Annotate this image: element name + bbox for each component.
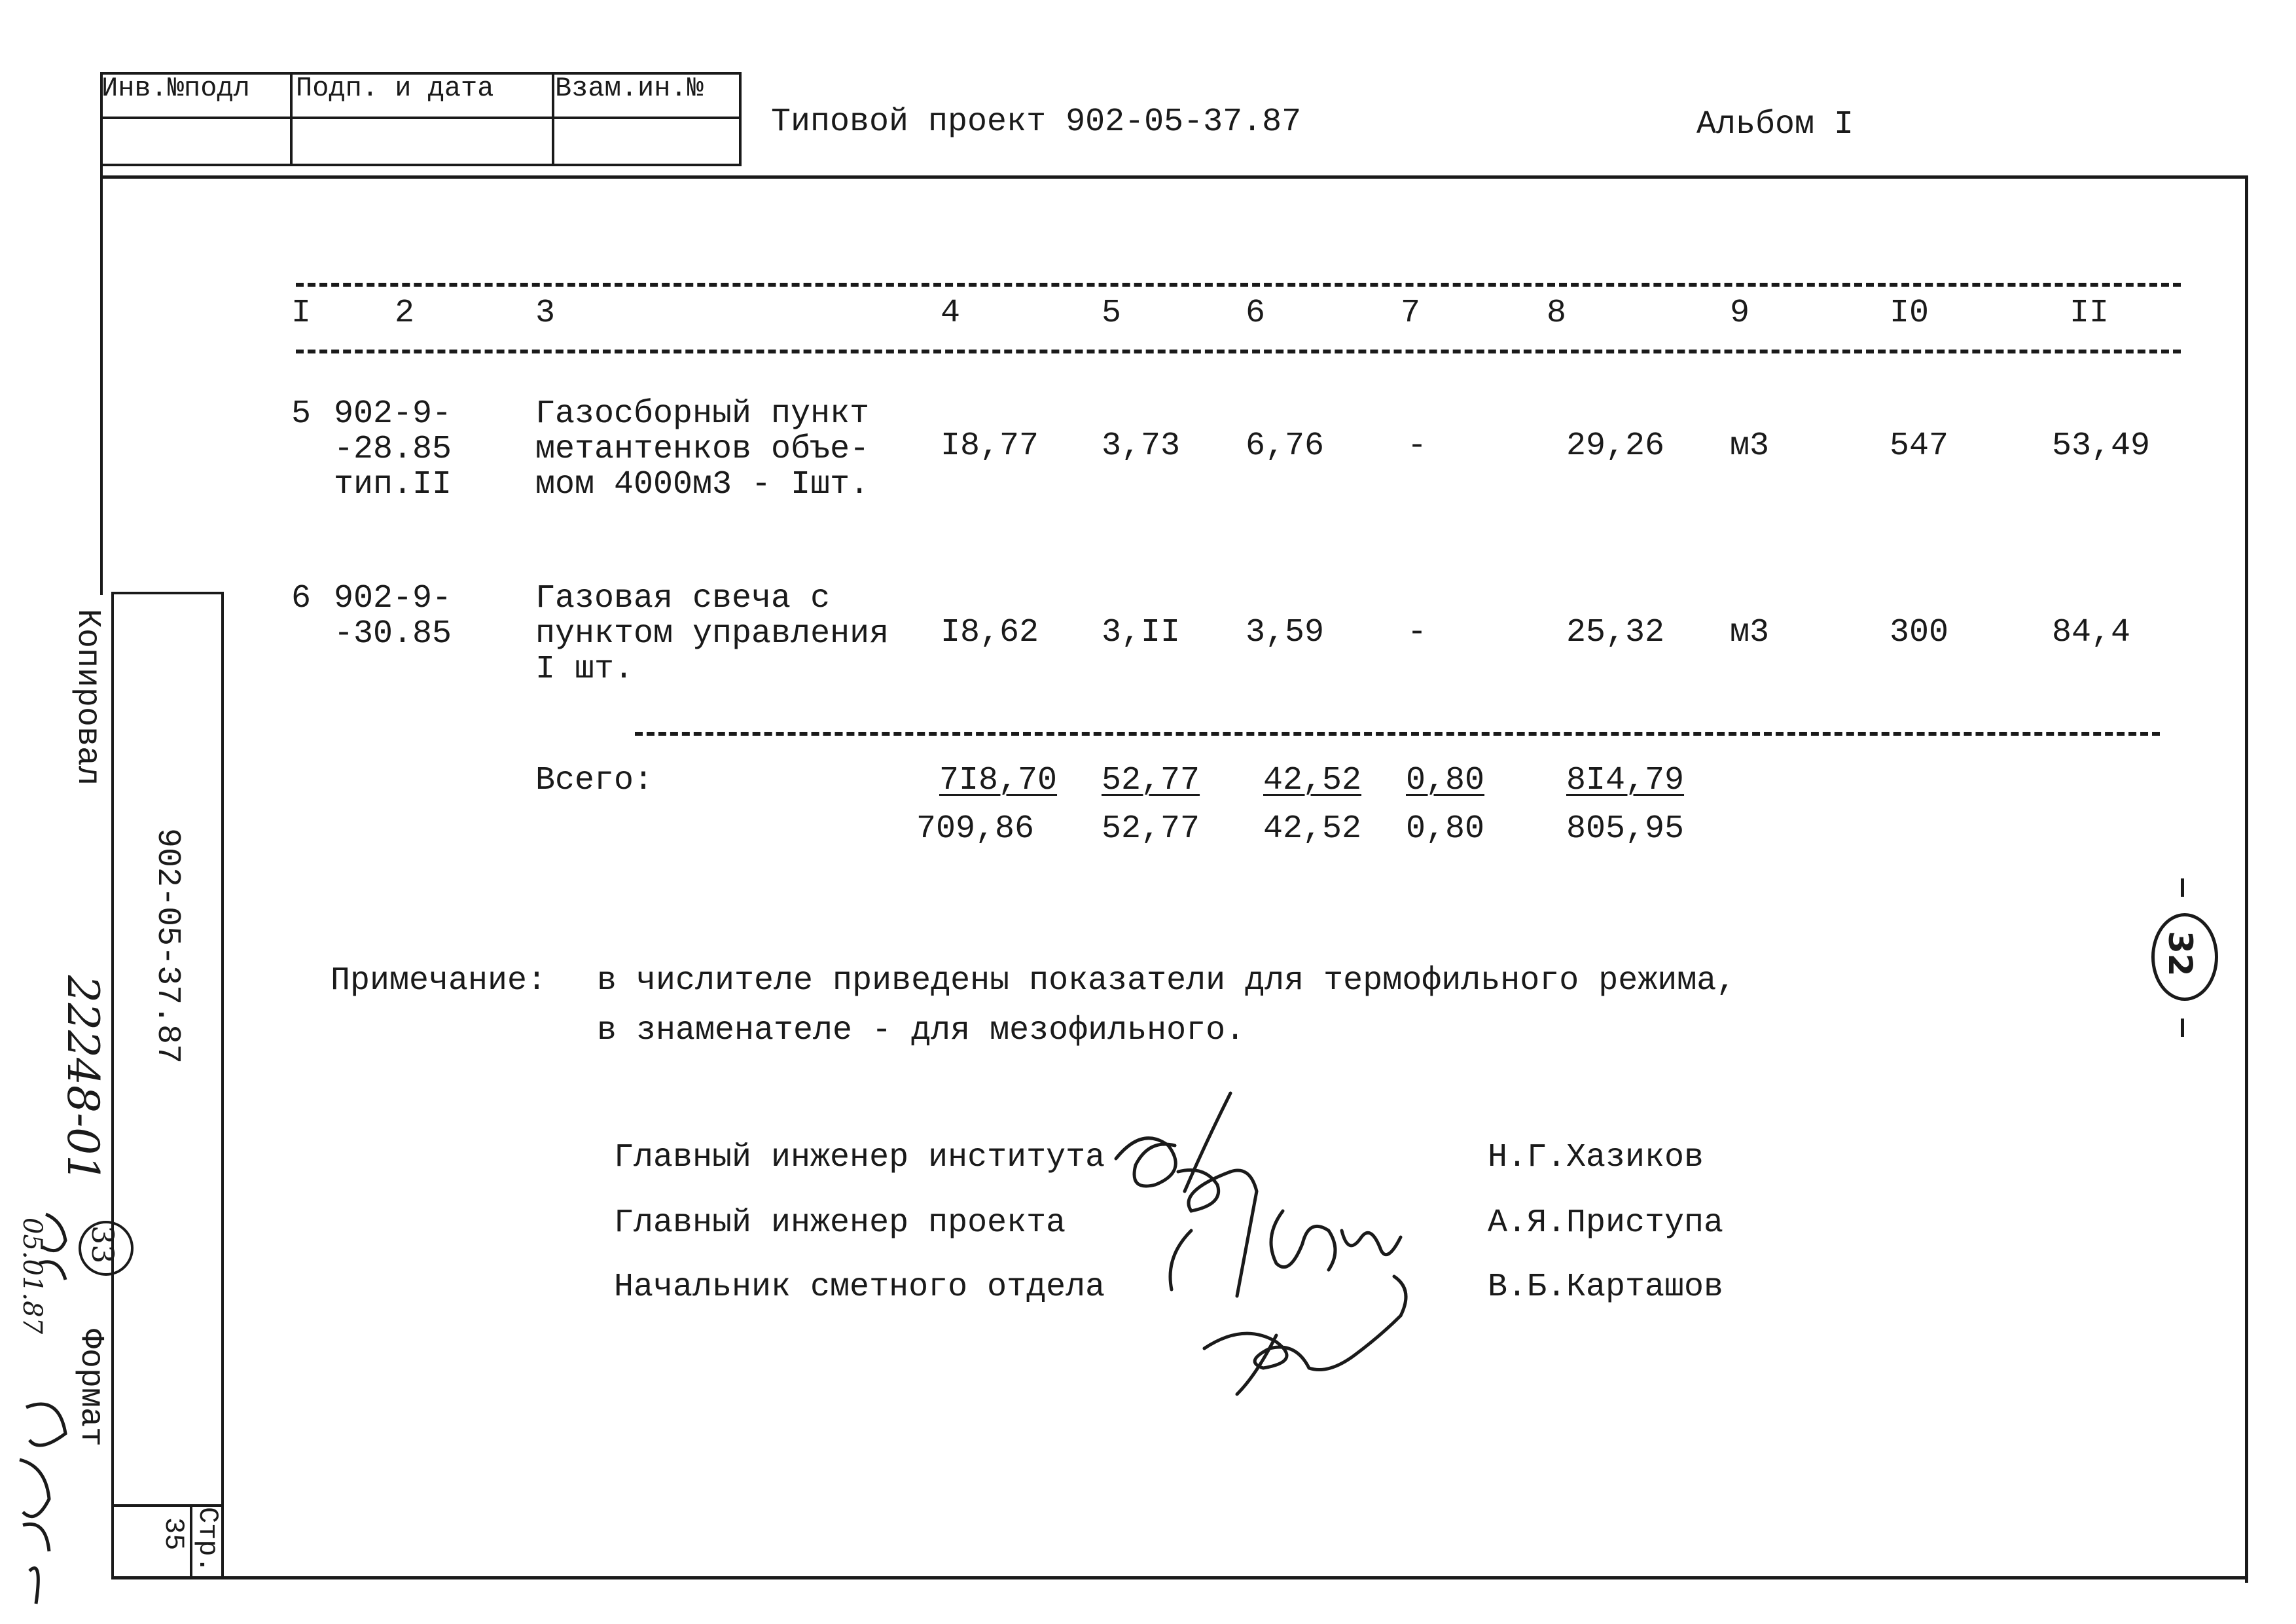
note-line-2: в знаменателе - для мезофильного. [597, 1012, 1246, 1049]
row-code-line: -30.85 [334, 615, 452, 653]
col-header-4: 4 [941, 295, 961, 332]
total-numerator-c5: 52,77 [1102, 762, 1200, 799]
row-value-c9: м3 [1730, 614, 1770, 651]
row-value-c5: 3,73 [1102, 427, 1181, 465]
row-name-line: Газосборный пункт [535, 395, 870, 433]
total-denominator-c6: 42,52 [1263, 810, 1362, 848]
handwritten-date: 05.01.87 [17, 1218, 47, 1335]
row-name-line: мом 4000м3 - Iшт. [535, 466, 870, 503]
row-value-c11: 84,4 [2052, 614, 2131, 651]
side-page-label: Стр. [192, 1507, 223, 1573]
total-denominator-c4: 709,86 [916, 810, 1035, 848]
total-denominator-c5: 52,77 [1102, 810, 1200, 848]
row-code-line: 902-9- [334, 395, 452, 433]
side-sheet-number: 33 [85, 1225, 120, 1264]
total-numerator-c7: 0,80 [1406, 762, 1485, 799]
total-numerator-c8: 8I4,79 [1566, 762, 1685, 799]
row-value-c8: 29,26 [1566, 427, 1665, 465]
row-code-line: тип.II [334, 466, 452, 503]
row-value-c11: 53,49 [2052, 427, 2151, 465]
row-code-line: 902-9- [334, 580, 452, 617]
row-value-c9: м3 [1730, 427, 1770, 465]
row-value-c7: - [1407, 614, 1427, 651]
row-value-c10: 547 [1890, 427, 1949, 465]
col-header-3: 3 [535, 295, 556, 332]
row-number: 6 [291, 580, 312, 617]
col-header-9: 9 [1730, 295, 1750, 332]
col-header-8: 8 [1547, 295, 1567, 332]
side-format-label: Формат [72, 1329, 109, 1447]
total-numerator-c6: 42,52 [1263, 762, 1362, 799]
row-value-c4: I8,62 [941, 614, 1039, 651]
note-line-1: в числителе приведены показатели для термофильного режима, [597, 962, 1736, 1000]
row-value-c6: 6,76 [1246, 427, 1325, 465]
stamp-col-replace: Взам.ин.№ [555, 73, 704, 104]
row-value-c6: 3,59 [1246, 614, 1325, 651]
row-code-line: -28.85 [334, 431, 452, 468]
row-name-line: пунктом управления [535, 615, 889, 653]
stamp-col-sign-date: Подп. и дата [296, 73, 494, 104]
row-value-c4: I8,77 [941, 427, 1039, 465]
col-header-10: I0 [1890, 295, 1929, 332]
note-label: Примечание: [331, 962, 547, 1000]
col-header-6: 6 [1246, 295, 1266, 332]
row-value-c10: 300 [1890, 614, 1949, 651]
signature-name: А.Я.Приступа [1488, 1204, 1724, 1242]
col-header-1: I [291, 295, 312, 332]
total-numerator-c4: 7I8,70 [939, 762, 1058, 799]
total-denominator-c7: 0,80 [1406, 810, 1485, 848]
page-marker-number: 32 [2161, 931, 2199, 977]
project-title: Типовой проект 902-05-37.87 [771, 103, 1302, 141]
row-number: 5 [291, 395, 312, 433]
side-inventory-number: 22248-01 [58, 975, 108, 1183]
signature-role: Главный инженер проекта [614, 1204, 1066, 1242]
col-header-11: II [2070, 295, 2109, 332]
row-name-line: метантенков объе- [535, 431, 870, 468]
col-header-5: 5 [1102, 295, 1122, 332]
side-copied: Копировал [69, 609, 106, 786]
col-header-7: 7 [1401, 295, 1421, 332]
side-page-value: 35 [158, 1517, 189, 1551]
row-value-c8: 25,32 [1566, 614, 1665, 651]
total-denominator-c8: 805,95 [1566, 810, 1685, 848]
album-label: Альбом I [1696, 106, 1854, 143]
stamp-col-inv: Инв.№подл [101, 73, 250, 104]
row-value-c7: - [1407, 427, 1427, 465]
row-name-line: Газовая свеча с [535, 580, 831, 617]
col-header-2: 2 [395, 295, 415, 332]
signature-name: Н.Г.Хазиков [1488, 1139, 1704, 1176]
signature-role: Главный инженер института [614, 1139, 1105, 1176]
side-project-code: 902-05-37.87 [149, 828, 186, 1064]
signature-name: В.Б.Карташов [1488, 1269, 1724, 1306]
row-name-line: I шт. [535, 651, 634, 688]
signature-role: Начальник сметного отдела [614, 1269, 1105, 1306]
total-label: Всего: [535, 762, 654, 799]
row-value-c5: 3,II [1102, 614, 1181, 651]
